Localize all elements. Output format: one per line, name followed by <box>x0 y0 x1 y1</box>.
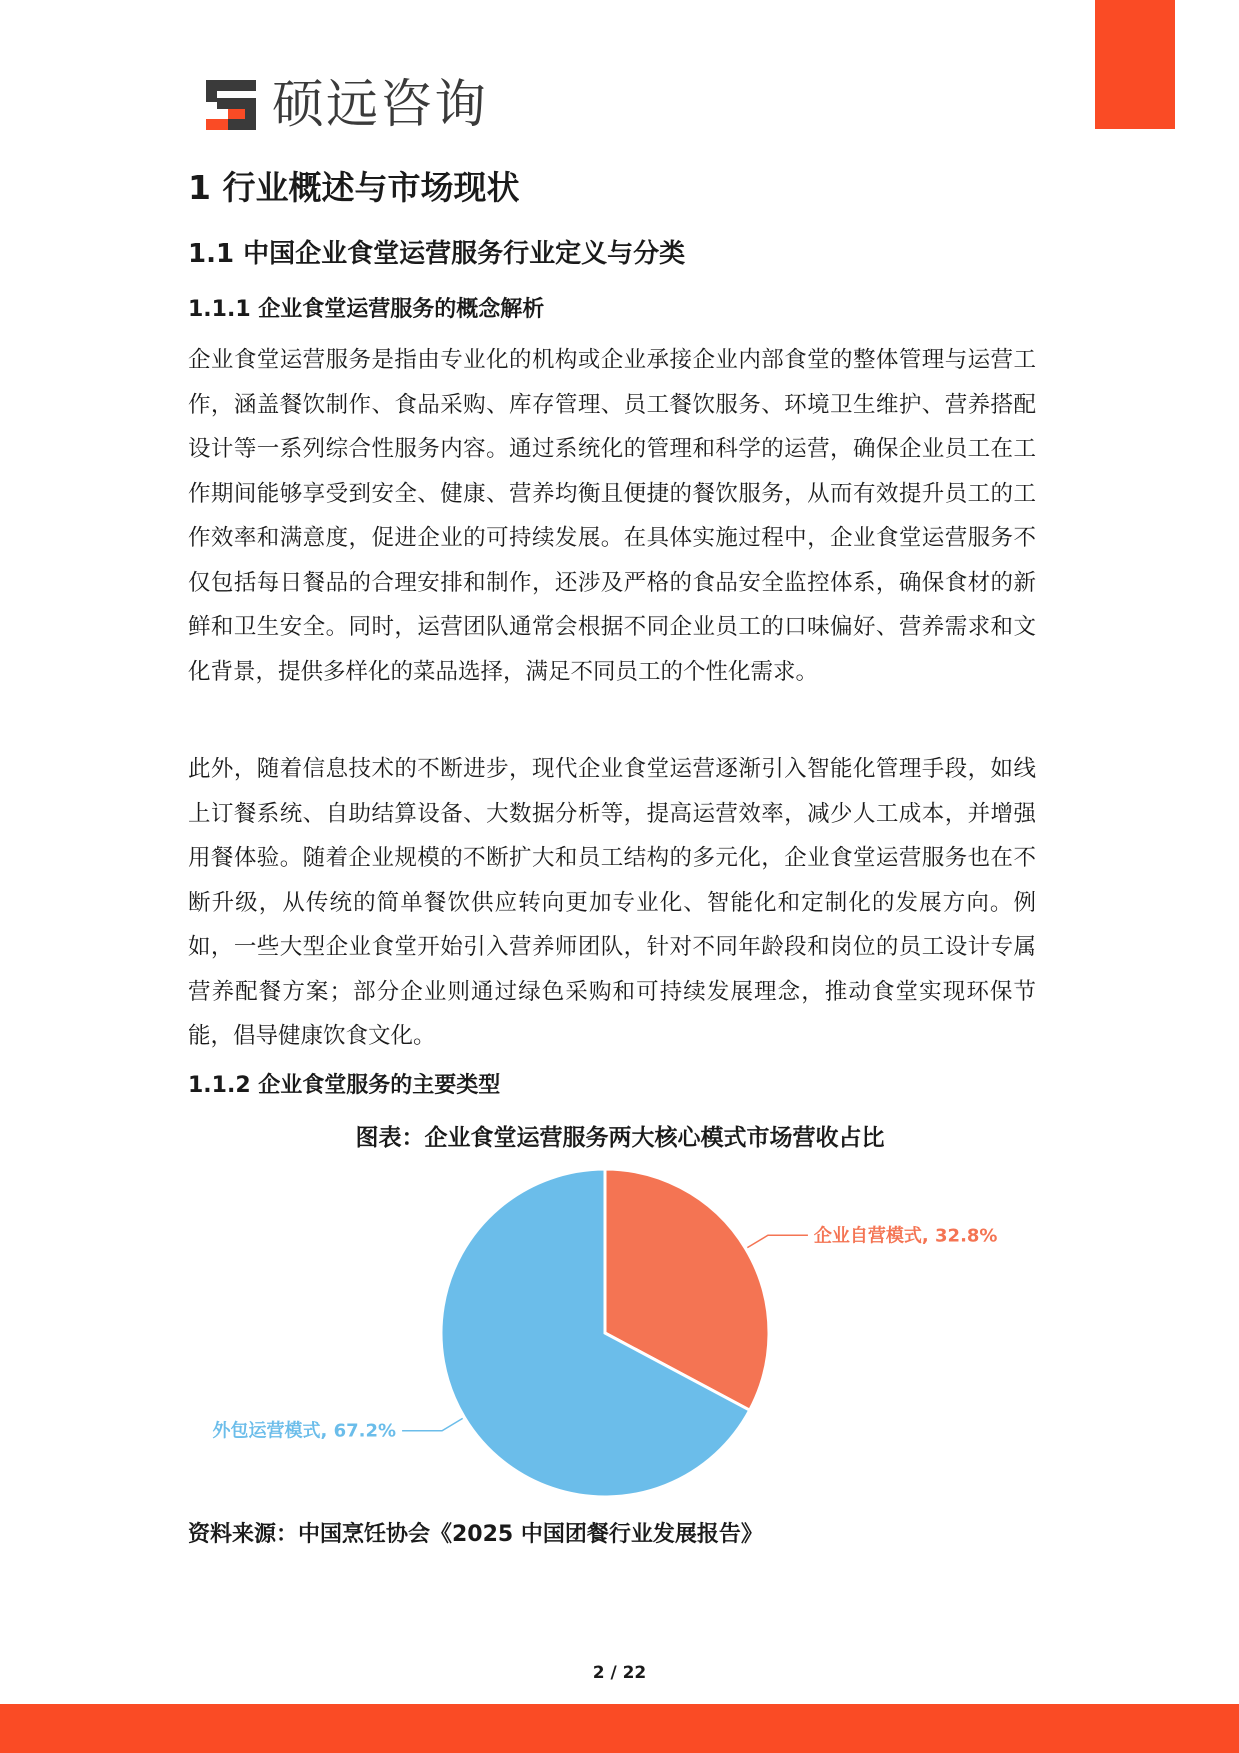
page-number: 2 / 22 <box>592 1663 647 1683</box>
pie-chart <box>180 1160 1040 1510</box>
chart-title: 图表：企业食堂运营服务两大核心模式市场营收占比 <box>355 1125 885 1151</box>
pie-leader-line-outsourced <box>402 1418 463 1430</box>
pie-label-outsourced: 外包运营模式, 67.2% <box>212 1420 397 1442</box>
brand-mark-icon <box>202 76 260 134</box>
source-note: 资料来源：中国烹饪协会《2025 中国团餐行业发展报告》 <box>188 1522 763 1547</box>
corner-accent-tab <box>1095 0 1175 129</box>
pie-leader-line-self-operated <box>747 1235 808 1247</box>
section-heading-1-1-1: 1.1.1 企业食堂运营服务的概念解析 <box>188 297 545 322</box>
brand-name: 硕远咨询 <box>272 75 489 135</box>
section-heading-1-1: 1.1 中国企业食堂运营服务行业定义与分类 <box>188 239 686 269</box>
brand-logo <box>202 76 488 134</box>
pie-label-self-operated: 企业自营模式, 32.8% <box>813 1225 998 1247</box>
body-paragraph-1: 企业食堂运营服务是指由专业化的机构或企业承接企业内部食堂的整体管理与运营工作，涵盖餐饮制作、食品采购、库存管理、员工餐饮服务、环境卫生维护、营养搭配设计等一系列综合性服务内容。通过系统化的管理和科学的运营，确保企业员工在工作期间能够享受到安全、健康、营养均衡且便捷的餐饮服务，从而有效提升员工的工作效率和满意度，促进企业的可持续发展。在具体实施过程中，企业食堂运营服务不仅包括每日餐品的合理安排和制作，还涉及严格的食品安全监控体系，确保食材的新鲜和卫生安全。同时，运营团队通常会根据不同企业员工的口味偏好、营养需求和文化背景，提供多样化的菜品选择，满足不同员工的个性化需求。 <box>188 347 1036 685</box>
section-heading-1-1-2: 1.1.2 企业食堂服务的主要类型 <box>188 1073 501 1098</box>
body-paragraph-2: 此外，随着信息技术的不断进步，现代企业食堂运营逐渐引入智能化管理手段，如线上订餐系统、自助结算设备、大数据分析等，提高运营效率，减少人工成本，并增强用餐体验。随着企业规模的不断扩大和员工结构的多元化，企业食堂运营服务也在不断升级，从传统的简单餐饮供应转向更加专业化、智能化和定制化的发展方向。例如，一些大型企业食堂开始引入营养师团队，针对不同年龄段和岗位的员工设计专属营养配餐方案；部分企业则通过绿色采购和可持续发展理念，推动食堂实现环保节能，倡导健康饮食文化。 <box>188 756 1036 1049</box>
section-heading-1: 1 行业概述与市场现状 <box>188 168 520 207</box>
footer-accent-bar <box>0 1704 1239 1753</box>
